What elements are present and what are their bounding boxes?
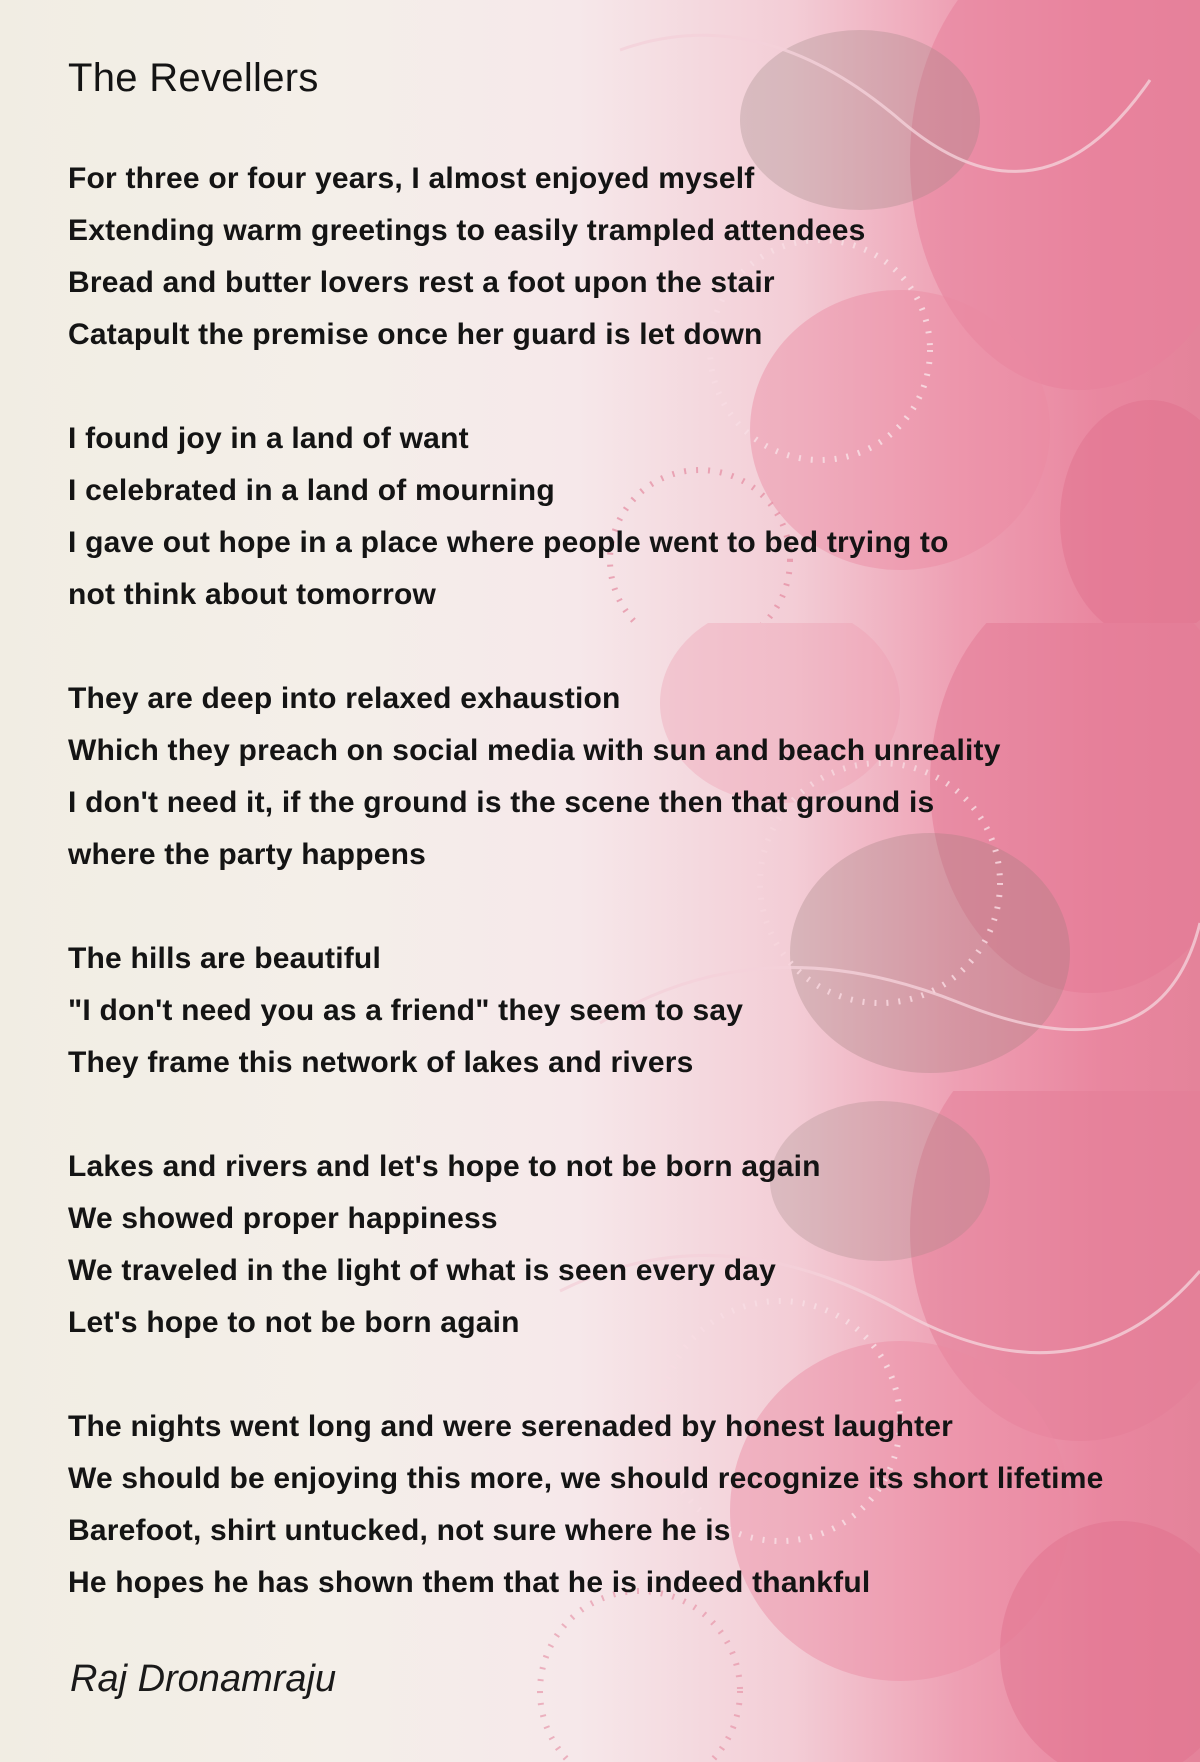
poem-line: He hopes he has shown them that he is indeed thankful bbox=[68, 1566, 871, 1599]
poem-line: They are deep into relaxed exhaustion bbox=[68, 682, 621, 715]
poem-line: where the party happens bbox=[68, 838, 427, 871]
poem-line: I found joy in a land of want bbox=[68, 422, 469, 455]
poem-line: Which they preach on social media with sun and beach unreality bbox=[68, 734, 1001, 767]
poem-line: "I don't need you as a friend" they seem to say bbox=[68, 994, 744, 1027]
poem-line: For three or four years, I almost enjoyed myself bbox=[68, 162, 755, 195]
stanza bbox=[68, 413, 1178, 621]
stanza bbox=[68, 1141, 1178, 1349]
poem-line: I don't need it, if the ground is the scene then that ground is bbox=[68, 786, 935, 819]
poem-line: Extending warm greetings to easily trampled attendees bbox=[68, 214, 866, 247]
poem-line: Lakes and rivers and let's hope to not be born again bbox=[68, 1150, 821, 1183]
stanza bbox=[68, 933, 1178, 1089]
poem-line: I celebrated in a land of mourning bbox=[68, 474, 555, 507]
poem-line: Catapult the premise once her guard is let down bbox=[68, 318, 763, 351]
poem-line: The hills are beautiful bbox=[68, 942, 381, 975]
poem-line: Bread and butter lovers rest a foot upon the stair bbox=[68, 266, 775, 299]
poem-title: The Revellers bbox=[68, 56, 319, 100]
poem-line: not think about tomorrow bbox=[68, 578, 437, 611]
stanza bbox=[68, 673, 1178, 881]
poem-line: We should be enjoying this more, we should recognize its short lifetime bbox=[68, 1462, 1104, 1495]
poem-stanzas bbox=[68, 153, 1178, 1609]
poem-line: The nights went long and were serenaded by honest laughter bbox=[68, 1410, 954, 1443]
poem-line: They frame this network of lakes and rivers bbox=[68, 1046, 694, 1079]
stanza bbox=[68, 153, 1178, 361]
poem-author: Raj Dronamraju bbox=[70, 1658, 337, 1700]
poem-line: We traveled in the light of what is seen every day bbox=[68, 1254, 776, 1287]
poem-line: Let's hope to not be born again bbox=[68, 1306, 520, 1339]
poem-content bbox=[68, 40, 1178, 1661]
poem-line: I gave out hope in a place where people went to bed trying to bbox=[68, 526, 949, 559]
poem-line: We showed proper happiness bbox=[68, 1202, 498, 1235]
stanza bbox=[68, 1401, 1178, 1609]
poem-line: Barefoot, shirt untucked, not sure where he is bbox=[68, 1514, 731, 1547]
